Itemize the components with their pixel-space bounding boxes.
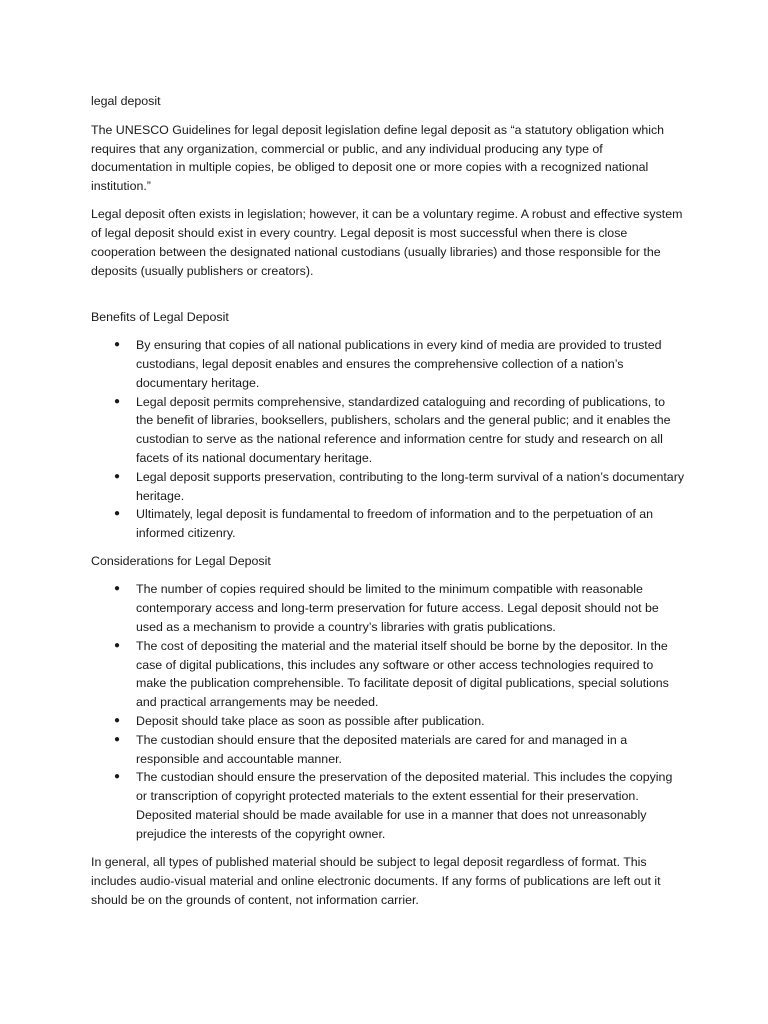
- intro-paragraph: Legal deposit often exists in legislation; however, it can be a voluntary regime. A robust and effective system of legal deposit should exist in every country. Legal deposit is most successful when there is close cooperation between the designated national custodians (usually libraries) and those responsible for the deposits (usually publishers or creators).: [91, 207, 683, 278]
- bullet-icon: ●: [114, 508, 121, 520]
- list-item-text: Ultimately, legal deposit is fundamental to freedom of information and to the perpetuation of an informed citizenry.: [136, 507, 654, 541]
- list-item: [91, 637, 685, 712]
- document-title: legal deposit: [91, 94, 161, 108]
- benefits-heading: Benefits of Legal Deposit: [91, 310, 229, 325]
- list-item: [91, 731, 685, 769]
- list-item-text: The cost of depositing the material and the material itself should be borne by the depositor. In the case of digital publications, this includes any software or other access technologies required to make the publication comprehensible. To facilitate deposit of digital publications, special solutions and practical arrangements may be needed.: [136, 638, 669, 710]
- blank-line: [91, 290, 685, 309]
- list-item: [91, 468, 685, 506]
- list-item-text: Legal deposit supports preservation, contributing to the long-term survival of a nation’s documentary heritage.: [136, 469, 685, 503]
- bullet-icon: ●: [114, 715, 121, 727]
- list-item: [91, 712, 685, 731]
- bullet-icon: ●: [114, 583, 121, 595]
- closing-paragraph: In general, all types of published material should be subject to legal deposit regardless of format. This includes audio-visual material and online electronic documents. If any forms of publications are left out it should be on the grounds of content, not information carrier.: [91, 855, 661, 907]
- intro-paragraph: The UNESCO Guidelines for legal deposit legislation define legal deposit as “a statutory obligation which requires that any organization, commercial or public, and any individual producing any type of documentation in multiple copies, be obliged to deposit one or more copies with a recognized national institution.”: [91, 122, 665, 194]
- list-item: [91, 505, 685, 543]
- list-item-text: The custodian should ensure the preservation of the deposited material. This includes the copying or transcription of copyright protected materials to the extent essential for their preservation. Deposited material should be made available for use in a manner that does not unreasonably prejudice the interests of the copyright owner.: [136, 770, 673, 841]
- bullet-icon: ●: [114, 639, 121, 651]
- bullet-icon: ●: [114, 771, 121, 783]
- list-item-text: Deposit should take place as soon as possible after publication.: [136, 714, 485, 729]
- list-item-text: By ensuring that copies of all national publications in every kind of media are provided to trusted custodians, legal deposit enables and ensures the comprehensive collection of a nation’s documentary heritage.: [136, 338, 662, 390]
- document-body: [91, 92, 685, 919]
- list-item-text: The custodian should ensure that the deposited materials are cared for and managed in a responsible and accountable manner.: [136, 732, 628, 766]
- list-item: [91, 580, 685, 636]
- list-item-text: The number of copies required should be limited to the minimum compatible with reasonable contemporary access and long-term preservation for future access. Legal deposit should not be used as a mechanism to provide a country’s libraries with gratis publications.: [136, 582, 659, 635]
- list-item: [91, 393, 685, 468]
- benefits-list: [91, 336, 685, 543]
- considerations-list: [91, 580, 685, 843]
- bullet-icon: ●: [114, 733, 121, 745]
- bullet-icon: ●: [114, 470, 121, 482]
- considerations-heading: Considerations for Legal Deposit: [91, 554, 271, 569]
- list-item: [91, 336, 685, 392]
- list-item: [91, 768, 685, 843]
- list-item-text: Legal deposit permits comprehensive, standardized cataloguing and recording of publications, to the benefit of libraries, booksellers, publishers, scholars and the general public; and it enables the custodian to serve as the national reference and information centre for study and research on all facets of its national documentary heritage.: [136, 394, 671, 465]
- bullet-icon: ●: [114, 395, 121, 407]
- bullet-icon: ●: [114, 339, 121, 351]
